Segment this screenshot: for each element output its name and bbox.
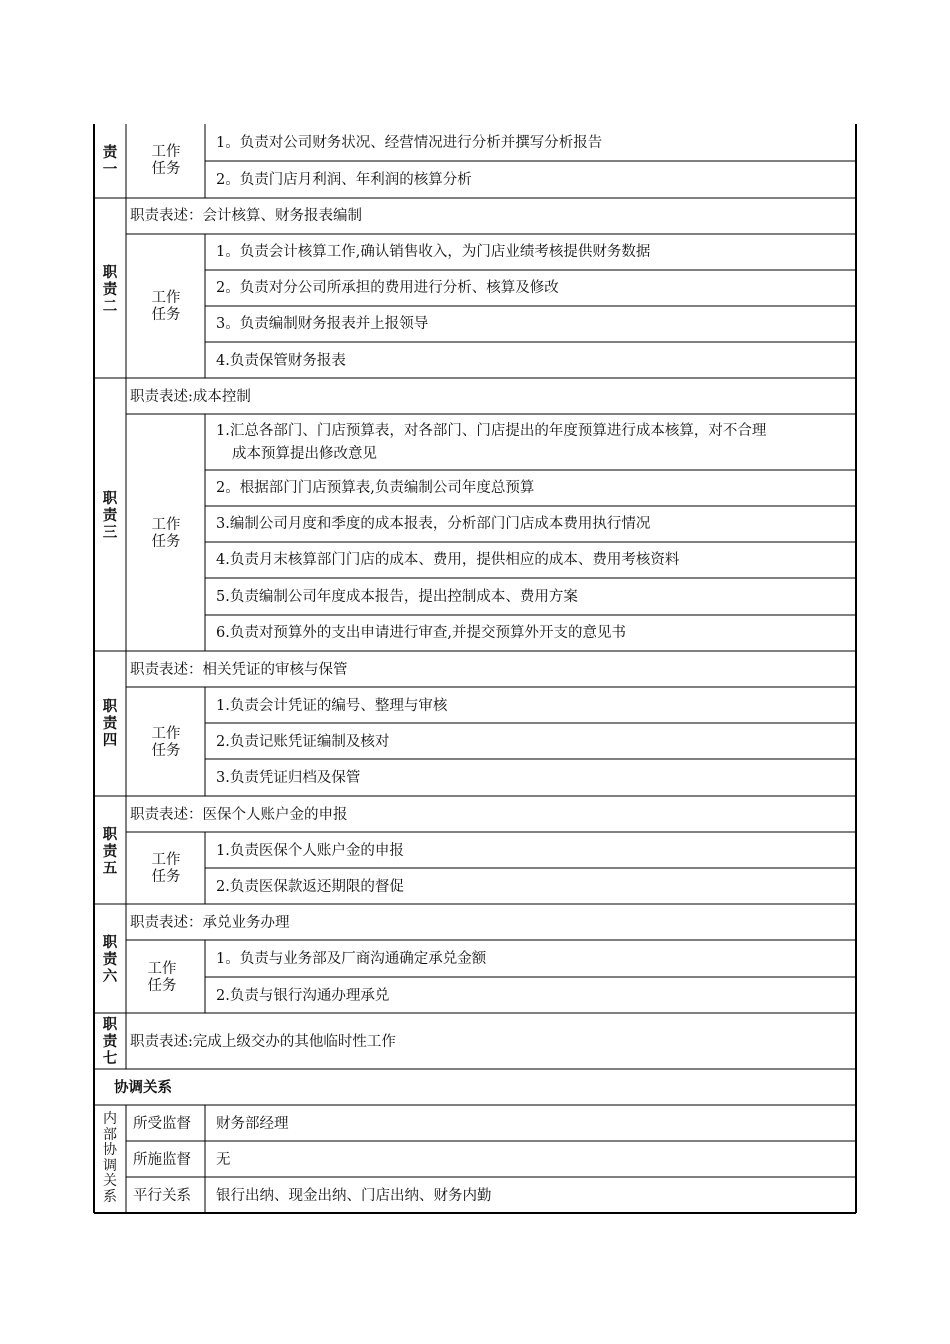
duty-4-label-char: 责 <box>102 715 118 732</box>
internal-label-char: 调 <box>103 1157 117 1174</box>
duty-2-task-4: 4.负责保管财务报表 <box>216 353 346 369</box>
internal-label-char: 部 <box>103 1126 117 1143</box>
duty-6-task-1: 1。负责与业务部及厂商沟通确定承兑金额 <box>216 951 487 967</box>
supervises-value: 无 <box>216 1152 231 1168</box>
duty-4-label-char: 职 <box>102 698 118 715</box>
duty-5-label <box>95 826 125 877</box>
duty-4-work-label <box>127 726 205 760</box>
duty-4-description: 职责表述：相关凭证的审核与保管 <box>130 662 348 678</box>
supervised-by-value: 财务部经理 <box>216 1116 289 1132</box>
duty-6-label-char: 职 <box>102 934 118 951</box>
duty-2-work-label <box>127 290 205 324</box>
parallel-relation-value: 银行出纳、现金出纳、门店出纳、财务内勤 <box>216 1188 492 1204</box>
duty-4-label-char: 四 <box>102 732 118 749</box>
internal-label-char: 协 <box>103 1142 117 1158</box>
duty-3-label-char: 责 <box>102 507 118 524</box>
parallel-relation-label: 平行关系 <box>133 1188 191 1204</box>
duty-2-label-char: 职 <box>102 264 118 281</box>
duty-1-label-char: 一 <box>102 161 118 178</box>
work-label-line: 工作 <box>151 144 181 160</box>
duty-3-task-3: 3.编制公司月度和季度的成本报表，分析部门门店成本费用执行情况 <box>216 516 651 532</box>
duty-6-task-2: 2.负责与银行沟通办理承兑 <box>216 988 390 1004</box>
duty-6-description: 职责表述：承兑业务办理 <box>130 915 290 931</box>
duty-5-label-char: 五 <box>102 860 118 877</box>
work-label-line: 工作 <box>151 290 181 306</box>
duty-3-task-1-line-2: 成本预算提出修改意见 <box>232 446 377 462</box>
duty-1-task-2: 2。负责门店月利润、年利润的核算分析 <box>216 172 472 188</box>
work-label-line: 工作 <box>151 852 181 868</box>
duty-4-label <box>95 698 125 749</box>
duty-3-label-char: 职 <box>102 490 118 507</box>
duty-5-work-label <box>127 852 205 886</box>
duty-7-label-char: 职 <box>102 1016 118 1033</box>
duty-2-task-2: 2。负责对分公司所承担的费用进行分析、核算及修改 <box>216 280 559 296</box>
duty-4-task-2: 2.负责记账凭证编制及核对 <box>216 734 390 750</box>
duty-1-label <box>95 144 125 178</box>
duty-2-description: 职责表述：会计核算、财务报表编制 <box>130 208 362 224</box>
work-label-line: 任务 <box>151 534 181 550</box>
work-label-line: 任务 <box>147 978 177 994</box>
duty-6-label-char: 六 <box>102 968 118 985</box>
work-label-line: 任务 <box>151 743 181 759</box>
work-label-line: 任务 <box>151 869 181 885</box>
duty-1-work-label <box>127 144 205 178</box>
duty-2-task-1: 1。负责会计核算工作,确认销售收入，为门店业绩考核提供财务数据 <box>216 244 651 260</box>
duty-3-task-5: 5.负责编制公司年度成本报告，提出控制成本、费用方案 <box>216 589 578 605</box>
duty-3-label-char: 三 <box>102 524 118 541</box>
duty-3-label <box>95 490 125 541</box>
internal-label-char: 系 <box>103 1188 117 1205</box>
coordination-title: 协调关系 <box>114 1079 172 1096</box>
duty-5-task-2: 2.负责医保款返还期限的督促 <box>216 879 404 895</box>
internal-coordination-label <box>95 1112 125 1205</box>
duty-7-label-char: 七 <box>102 1050 118 1067</box>
duty-3-description: 职责表述:成本控制 <box>130 389 251 405</box>
supervised-by-label: 所受监督 <box>133 1116 191 1132</box>
duty-3-task-2: 2。根据部门门店预算表,负责编制公司年度总预算 <box>216 480 535 496</box>
work-label-line: 任务 <box>151 161 181 177</box>
duty-3-task-4: 4.负责月末核算部门门店的成本、费用，提供相应的成本、费用考核资料 <box>216 552 680 568</box>
work-label-line: 工作 <box>151 517 181 533</box>
duty-7-description: 职责表述:完成上级交办的其他临时性工作 <box>130 1034 396 1050</box>
supervises-label: 所施监督 <box>133 1152 191 1168</box>
duty-5-description: 职责表述：医保个人账户金的申报 <box>130 807 348 823</box>
duty-5-task-1: 1.负责医保个人账户金的申报 <box>216 843 404 859</box>
internal-label-char: 关 <box>103 1173 117 1189</box>
work-label-line: 工作 <box>147 961 177 977</box>
duty-7-label <box>95 1016 125 1067</box>
duty-7-label-char: 责 <box>102 1033 118 1050</box>
duty-1-task-1: 1。负责对公司财务状况、经营情况进行分析并撰写分析报告 <box>216 135 603 151</box>
work-label-line: 任务 <box>151 307 181 323</box>
duty-3-task-6: 6.负责对预算外的支出申请进行审查,并提交预算外开支的意见书 <box>216 625 626 641</box>
work-label-line: 工作 <box>151 726 181 742</box>
duty-3-work-label <box>127 517 205 551</box>
duty-2-task-3: 3。负责编制财务报表并上报领导 <box>216 316 429 332</box>
internal-label-char: 内 <box>103 1111 117 1127</box>
duty-6-label <box>95 934 125 985</box>
duty-2-label-char: 责 <box>102 281 118 298</box>
duty-5-label-char: 责 <box>102 843 118 860</box>
duty-4-task-3: 3.负责凭证归档及保管 <box>216 770 361 786</box>
duty-3-task-1 <box>216 420 766 466</box>
duty-1-label-char: 责 <box>102 144 118 161</box>
duty-2-label <box>95 264 125 315</box>
duty-3-task-1-line-1: 1.汇总各部门、门店预算表，对各部门、门店提出的年度预算进行成本核算，对不合理 <box>216 423 767 439</box>
duty-6-label-char: 责 <box>102 951 118 968</box>
duty-2-label-char: 二 <box>102 298 118 315</box>
duty-4-task-1: 1.负责会计凭证的编号、整理与审核 <box>216 698 448 714</box>
duty-5-label-char: 职 <box>102 826 118 843</box>
duty-6-work-label <box>123 961 201 995</box>
